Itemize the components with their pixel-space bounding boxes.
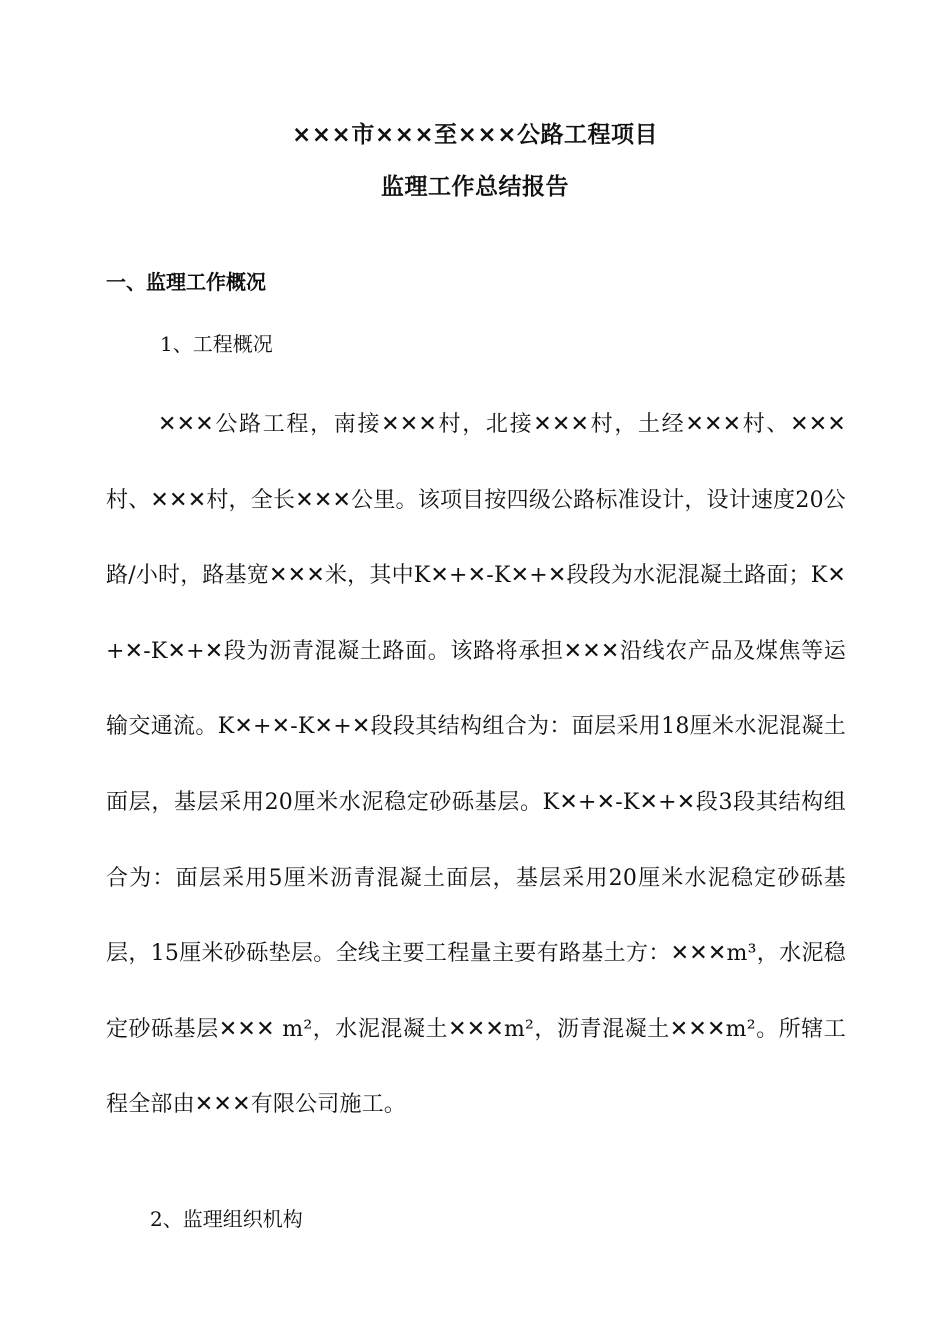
- document-title-line-1: ×××市×××至×××公路工程项目: [292, 122, 658, 148]
- subsection-heading-supervision-organization: 2、监理组织机构: [150, 1207, 303, 1231]
- section-heading-supervision-overview: 一、监理工作概况: [106, 270, 266, 294]
- project-overview-paragraph: ✕✕✕公路工程，南接✕✕✕村，北接✕✕✕村，土经✕✕✕村、✕✕✕村、✕✕✕村，全长✕✕✕公里。该项目按四级公路标准设计，设计速度20公路/小时，路基宽✕✕✕米，其中K✕+✕-K✕+✕段段为水泥混凝土路面；K✕+✕-K✕+✕段为沥青混凝土路面。该路将承担✕✕✕沿线农产品及煤焦等运输交通流。K✕+✕-K✕+✕段段其结构组合为：面层采用18厘米水泥混凝土面层，基层采用20厘米水泥稳定砂砾基层。K✕+✕-K✕+✕段3段其结构组合为：面层采用5厘米沥青混凝土面层，基层采用20厘米水泥稳定砂砾基层，15厘米砂砾垫层。全线主要工程量主要有路基土方：✕✕✕m³，水泥稳定砂砾基层✕✕✕ m²，水泥混凝土✕✕✕m²，沥青混凝土✕✕✕m²。所辖工程全部由✕✕✕有限公司施工。: [106, 412, 846, 1118]
- document-title-line-2: 监理工作总结报告: [381, 174, 569, 200]
- subsection-heading-project-overview: 1、工程概况: [160, 332, 273, 356]
